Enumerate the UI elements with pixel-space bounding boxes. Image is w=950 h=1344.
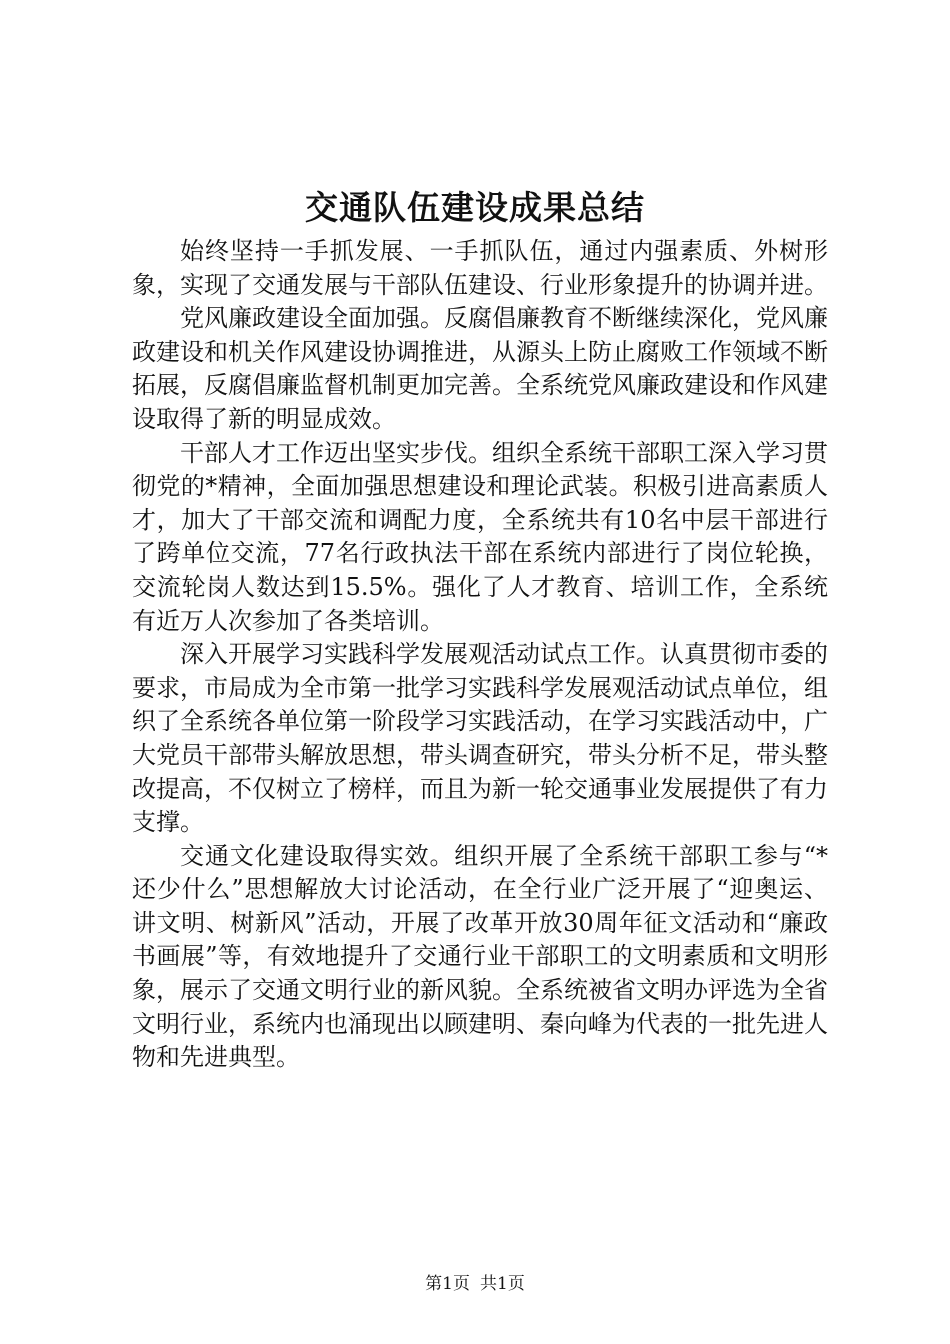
paragraph-intro: 始终坚持一手抓发展、一手抓队伍，通过内强素质、外树形象，实现了交通发展与干部队伍建设、行业形象提升的协调并进。	[132, 237, 828, 299]
paragraph-party-conduct: 党风廉政建设全面加强。反腐倡廉教育不断继续深化，党风廉政建设和机关作风建设协调推进，从源头上防止腐败工作领域不断拓展，反腐倡廉监督机制更加完善。全系统党风廉政建设和作风建设取得了新的明显成效。	[132, 304, 828, 433]
document-title: 交通队伍建设成果总结	[305, 188, 645, 227]
document-body	[132, 235, 828, 1075]
paragraph-talent-work: 干部人才工作迈出坚实步伐。组织全系统干部职工深入学习贯彻党的*精神，全面加强思想建设和理论武装。积极引进高素质人才，加大了干部交流和调配力度，全系统共有10名中层干部进行了跨单位交流，77名行政执法干部在系统内部进行了岗位轮换，交流轮岗人数达到15.5%。强化了人才教育、培训工作，全系统有近万人次参加了各类培训。	[132, 438, 828, 635]
page-number: 第1页	[425, 1274, 470, 1294]
page-total: 共1页	[480, 1274, 525, 1294]
paragraph-culture-building: 交通文化建设取得实效。组织开展了全系统干部职工参与“*还少什么”思想解放大讨论活动，在全行业广泛开展了“迎奥运、讲文明、树新风”活动，开展了改革开放30周年征文活动和“廉政书画展”等，有效地提升了交通行业干部职工的文明素质和文明形象，展示了交通文明行业的新风貌。全系统被省文明办评选为全省文明行业，系统内也涌现出以顾建明、秦向峰为代表的一批先进人物和先进典型。	[132, 841, 828, 1072]
page-footer	[0, 1272, 950, 1296]
paragraph-practice-activity: 深入开展学习实践科学发展观活动试点工作。认真贯彻市委的要求，市局成为全市第一批学习实践科学发展观活动试点单位，组织了全系统各单位第一阶段学习实践活动，在学习实践活动中，广大党员干部带头解放思想，带头调查研究，带头分析不足，带头整改提高，不仅树立了榜样，而且为新一轮交通事业发展提供了有力支撑。	[132, 640, 828, 837]
